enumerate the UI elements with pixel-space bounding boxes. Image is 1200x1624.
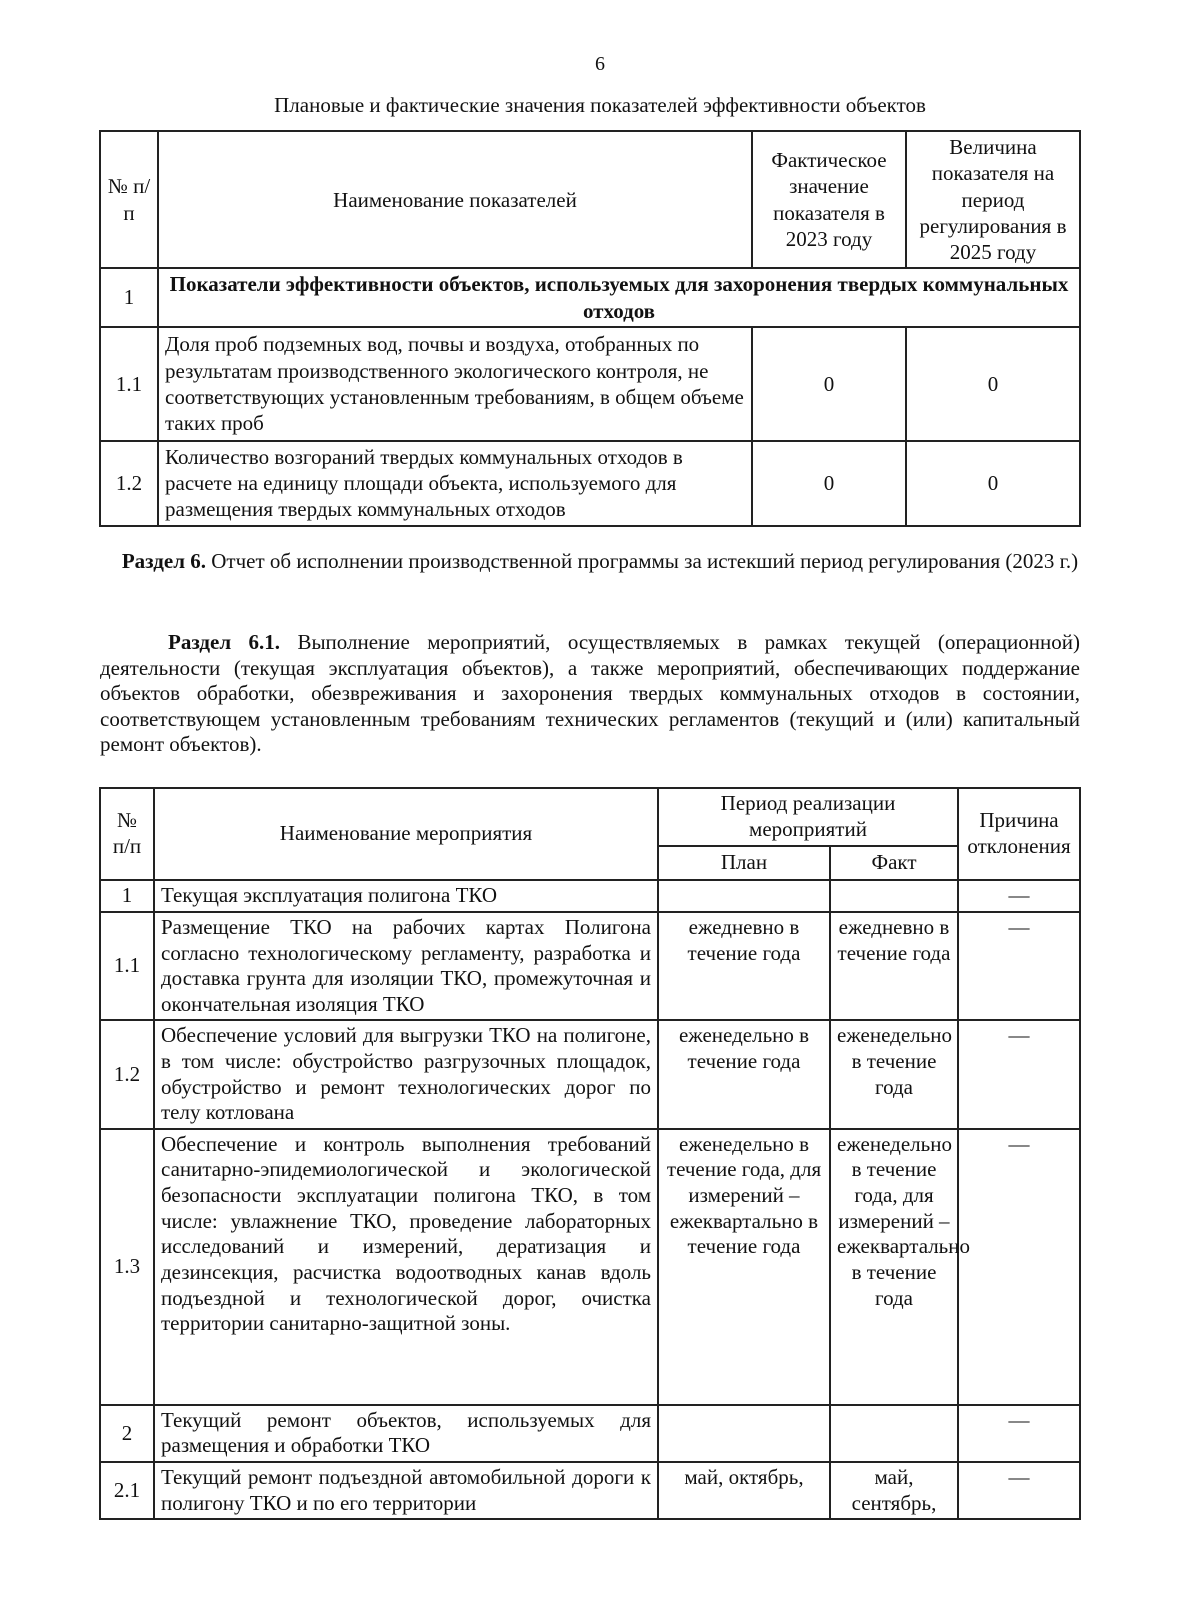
row-plan: май, октябрь, [658, 1462, 830, 1519]
table-row [100, 441, 1080, 526]
row-num: 2.1 [100, 1462, 154, 1519]
row-plan: 0 [906, 327, 1080, 441]
row-name: Обеспечение условий для выгрузки ТКО на полигоне, в том числе: обустройство разгрузочных площадок, обустройство и ремонт технологических дорог по телу котлована [154, 1020, 658, 1128]
row-fact [830, 880, 958, 912]
row-plan: еженедельно в течение года, для измерений – ежеквартально в течение года [658, 1129, 830, 1405]
row-name: Доля проб подземных вод, почвы и воздуха, отобранных по результатам производственного экологического контроля, не соответствующих установленным требованиям, в общем объеме таких проб [158, 327, 752, 441]
row-plan: ежедневно в течение года [658, 912, 830, 1020]
row-fact: ежедневно в течение года [830, 912, 958, 1020]
row-name: Размещение ТКО на рабочих картах Полигона согласно технологическому регламенту, разработка и доставка грунта для изоляции ТКО, промежуточная и окончательная изоляция ТКО [154, 912, 658, 1020]
row-plan [658, 880, 830, 912]
row-plan: 0 [906, 441, 1080, 526]
row-fact: еженедельно в течение года [830, 1020, 958, 1128]
row-fact: 0 [752, 327, 906, 441]
row-name: Текущий ремонт подъездной автомобильной дороги к полигону ТКО и по его территории [154, 1462, 658, 1519]
row-fact: еженедельно в течение года, для измерений – ежеквартально в течение года [830, 1129, 958, 1405]
row-reason: — [958, 1020, 1080, 1128]
header-period: Период реализации мероприятий [658, 788, 958, 846]
row-name: Обеспечение и контроль выполнения требований санитарно-эпидемиологической и экологической безопасности эксплуатации полигона ТКО, в том числе: увлажнение ТКО, проведение лабораторных исследований и измерений, дератизация и дезинсекция, расчистка водоотводных канав вдоль подъездной и технологической дорог, очистка территории санитарно-защитной зоны. [154, 1129, 658, 1405]
header-fact: Фактическое значение показателя в 2023 году [752, 131, 906, 268]
row-fact [830, 1405, 958, 1462]
row-num: 1 [100, 268, 158, 327]
table-header-row [100, 131, 1080, 268]
row-num: 1.3 [100, 1129, 154, 1405]
row-name: Текущая эксплуатация полигона ТКО [154, 880, 658, 912]
header-plan: Величина показателя на период регулирования в 2025 году [906, 131, 1080, 268]
section-heading: Показатели эффективности объектов, используемых для захоронения твердых коммунальных отходов [158, 268, 1080, 327]
row-name: Количество возгораний твердых коммунальных отходов в расчете на единицу площади объекта, используемого для размещения твердых коммунальных отходов [158, 441, 752, 526]
row-reason: — [958, 1129, 1080, 1405]
activities-table [99, 787, 1081, 1520]
row-plan [658, 1405, 830, 1462]
header-plan: План [658, 846, 830, 880]
header-reason: Причина отклонения [958, 788, 1080, 880]
section-6-text: Отчет об исполнении производственной программы за истекший период регулирования (2023 г.) [205, 549, 1079, 573]
row-num: 1 [100, 880, 154, 912]
page-number: 6 [595, 53, 605, 75]
row-num: 1.2 [100, 1020, 154, 1128]
table1-title: Плановые и фактические значения показателей эффективности объектов [274, 93, 926, 117]
row-reason: — [958, 1462, 1080, 1519]
row-plan: еженедельно в течение года [658, 1020, 830, 1128]
row-num: 1.2 [100, 441, 158, 526]
section-6-label: Раздел 6. [121, 549, 206, 573]
header-name: Наименование мероприятия [154, 788, 658, 880]
table-row [100, 880, 1080, 912]
section-6-1-paragraph [100, 630, 1080, 758]
row-fact: май, сентябрь, [830, 1462, 958, 1519]
section-6-heading [100, 548, 1100, 574]
row-reason: — [958, 912, 1080, 1020]
table-row [100, 327, 1080, 441]
efficiency-table [99, 130, 1081, 527]
section-6-1-label: Раздел 6.1. [168, 630, 281, 654]
row-reason: — [958, 880, 1080, 912]
row-num: 2 [100, 1405, 154, 1462]
table-row [100, 268, 1080, 327]
header-num: № п/п [100, 131, 158, 268]
header-fact: Факт [830, 846, 958, 880]
table-row [100, 1405, 1080, 1462]
table-header-row [100, 788, 1080, 846]
row-num: 1.1 [100, 327, 158, 441]
table-row [100, 1129, 1080, 1405]
header-name: Наименование показателей [158, 131, 752, 268]
row-num: 1.1 [100, 912, 154, 1020]
table-row [100, 1020, 1080, 1128]
row-name: Текущий ремонт объектов, используемых для размещения и обработки ТКО [154, 1405, 658, 1462]
row-fact: 0 [752, 441, 906, 526]
header-num: № п/п [100, 788, 154, 880]
table-row [100, 912, 1080, 1020]
section-6-1-text: Выполнение мероприятий, осуществляемых в рамках текущей (операционной) деятельности (текущая эксплуатация объектов), а также мероприятий, обеспечивающих поддержание объектов обработки, обезвреживания и захоронения твердых коммунальных отходов в состоянии, соответствующем установленным требованиям технических регламентов (текущий и (или) капитальный ремонт объектов). [100, 630, 1080, 757]
table-row [100, 1462, 1080, 1519]
row-reason: — [958, 1405, 1080, 1462]
